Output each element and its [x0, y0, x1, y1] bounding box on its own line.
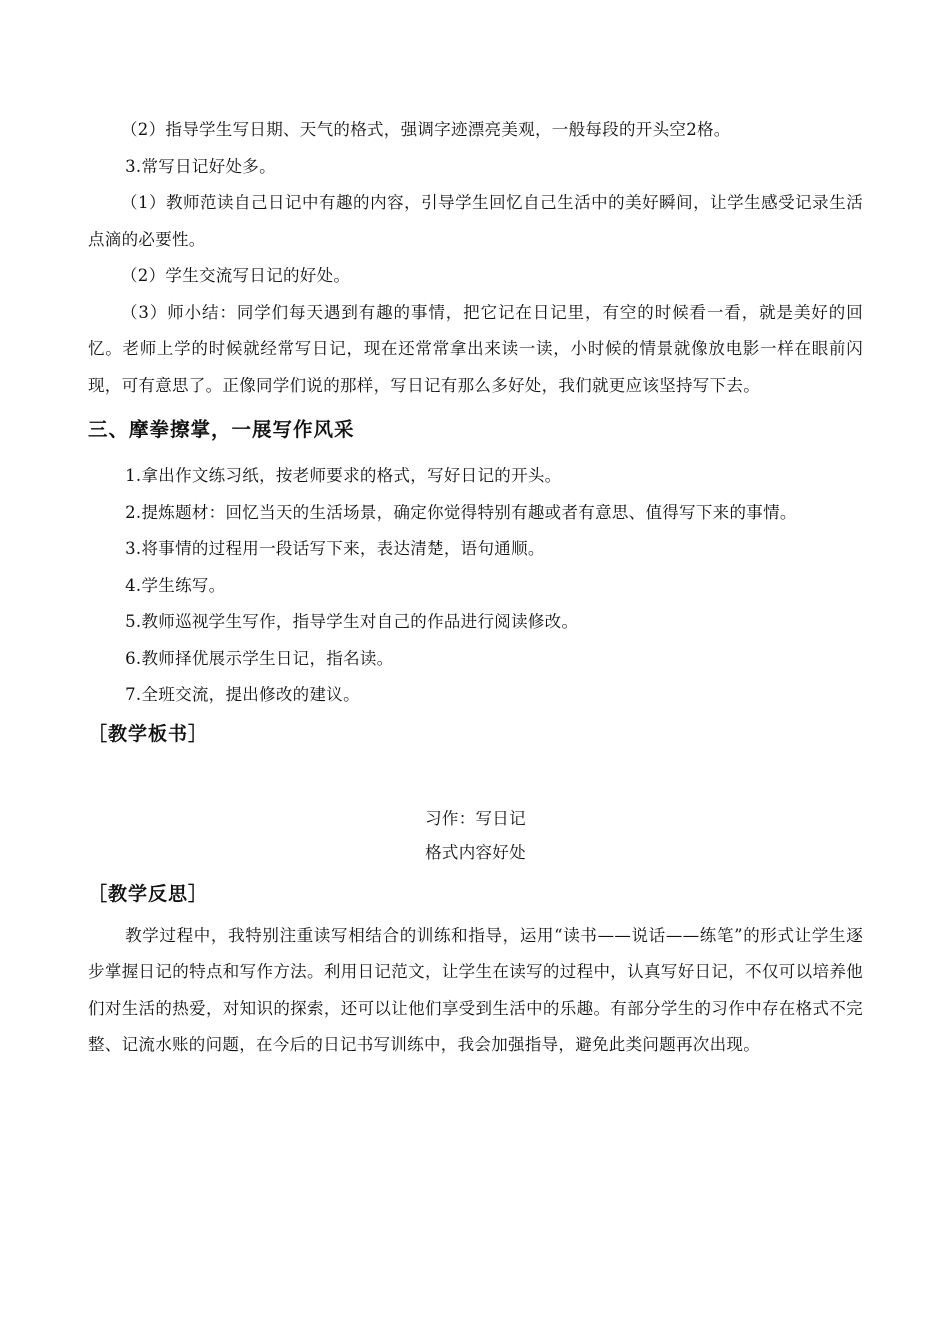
paragraph: （2）指导学生写日期、天气的格式，强调字迹漂亮美观，一般每段的开头空2格。 [121, 120, 731, 139]
paragraph: （3）师小结：同学们每天遇到有趣的事情，把它记在日记里，有空的时候看一看，就是美好的回忆。老师上学的时候就经常写日记，现在还常常拿出来读一读，小时候的情景就像放电影一样在眼前闪现，可有意思了。正像同学们说的那样，写日记有那么多好处，我们就更应该坚持写下去。 [88, 302, 863, 395]
section3-list [88, 458, 863, 714]
paragraph: （1）教师范读自己日记中有趣的内容，引导学生回忆自己生活中的美好瞬间，让学生感受记录生活点滴的必要性。 [88, 193, 863, 249]
list-item: 2.提炼题材：回忆当天的生活场景，确定你觉得特别有趣或者有意思、值得写下来的事情。 [125, 502, 797, 522]
reflection-heading: ［教学反思］ [88, 882, 209, 905]
board-content [88, 802, 863, 870]
list-item: 1.拿出作文练习纸，按老师要求的格式，写好日记的开头。 [125, 466, 562, 485]
section-heading: 三、摩拳擦掌，一展写作风采 [88, 418, 355, 441]
list-item: 5.教师巡视学生写作，指导学生对自己的作品进行阅读修改。 [125, 612, 579, 631]
reflection-paragraph: 教学过程中，我特别注重读写相结合的训练和指导，运用“读书——说话——练笔”的形式让学生逐步掌握日记的特点和写作方法。利用日记范文，让学生在读写的过程中，认真写好日记，不仅可以培养他们对生活的热爱，对知识的探索，还可以让他们享受到生活中的乐趣。有部分学生的习作中存在格式不完整、记流水账的问题，在今后的日记书写训练中，我会加强指导，避免此类问题再次出现。 [88, 925, 863, 1054]
continuation-block [88, 112, 863, 404]
board-heading: ［教学板书］ [88, 722, 209, 745]
list-item: 7.全班交流，提出修改的建议。 [125, 685, 360, 704]
list-item: 6.教师择优展示学生日记，指名读。 [125, 648, 394, 668]
document-page [88, 112, 863, 1064]
board-line-title: 习作：写日记 [425, 808, 526, 828]
board-line-points: 格式内容好处 [425, 842, 526, 862]
paragraph: 3.常写日记好处多。 [125, 156, 276, 176]
reflection-block [88, 918, 863, 1064]
list-item: 4.学生练写。 [125, 575, 226, 595]
paragraph: （2）学生交流写日记的好处。 [121, 266, 351, 285]
list-item: 3.将事情的过程用一段话写下来，表达清楚，语句通顺。 [125, 539, 545, 558]
